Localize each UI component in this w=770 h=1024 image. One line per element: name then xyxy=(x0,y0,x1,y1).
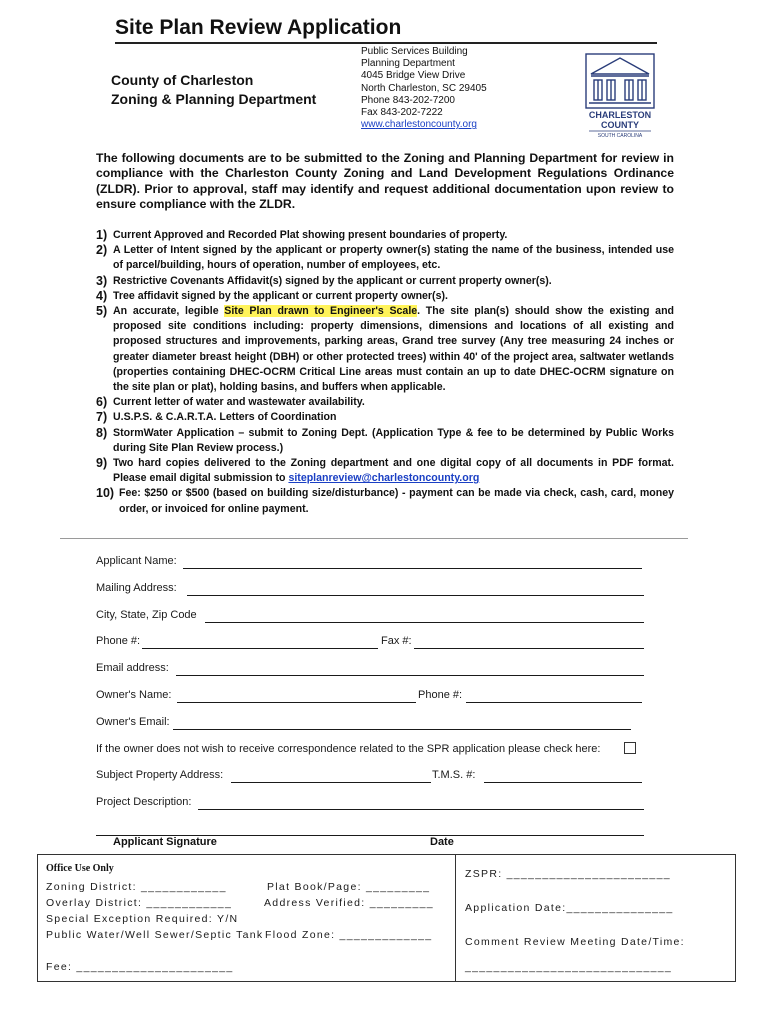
overlay-district: Overlay District: ____________ xyxy=(46,897,233,909)
list-item: 4) Tree affidavit signed by the applicant or current property owner(s). xyxy=(96,288,448,303)
list-item: 7) U.S.P.S. & C.A.R.T.A. Letters of Coordination xyxy=(96,410,337,425)
public-water: Public Water/Well Sewer/Septic Tank xyxy=(46,929,264,941)
logo-text: SOUTH CAROLINA xyxy=(597,133,643,138)
tms-label: T.M.S. #: xyxy=(432,769,476,781)
comment-review: Comment Review Meeting Date/Time: xyxy=(465,936,685,948)
plat-book: Plat Book/Page: _________ xyxy=(267,881,431,893)
flood-zone: Flood Zone: _____________ xyxy=(265,929,433,941)
phone-line: Phone 843-202-7200 xyxy=(361,94,455,106)
applicant-name-label: Applicant Name: xyxy=(96,555,177,567)
owner-phone-field[interactable] xyxy=(466,702,642,703)
list-item: 2) A Letter of Intent signed by the applicant or property owner(s) stating the name of the business, intended use of parcel/building, hours of operation, number of employees, etc. xyxy=(96,243,674,272)
email-label: Email address: xyxy=(96,662,169,674)
highlighted-text: Site Plan drawn to Engineer's Scale xyxy=(224,305,418,318)
list-item: 6) Current letter of water and wastewater availability. xyxy=(96,395,365,410)
address-line: North Charleston, SC 29405 xyxy=(361,82,487,94)
county-name: County of Charleston xyxy=(111,72,254,88)
no-correspondence-checkbox[interactable] xyxy=(624,742,636,754)
project-description-label: Project Description: xyxy=(96,796,192,808)
email-field[interactable] xyxy=(176,675,644,676)
phone-label: Phone #: xyxy=(96,635,141,647)
owners-name-field[interactable] xyxy=(177,702,416,703)
owner-phone-label: Phone #: xyxy=(418,689,463,701)
application-date: Application Date:_______________ xyxy=(465,902,674,914)
form-title: Site Plan Review Application xyxy=(115,16,657,44)
office-use-divider xyxy=(455,855,456,981)
date-label: Date xyxy=(430,836,454,848)
subject-property-field[interactable] xyxy=(231,782,431,783)
address-line: Public Services Building xyxy=(361,46,468,57)
fax-field[interactable] xyxy=(414,648,644,649)
charleston-county-logo-icon xyxy=(583,52,657,138)
office-use-title: Office Use Only xyxy=(46,863,114,874)
fax-label: Fax #: xyxy=(381,635,412,647)
intro-paragraph: The following documents are to be submitted to the Zoning and Planning Department for review in compliance with the Charleston County Zoning and Land Development Regulations Ordinance (ZLDR). Prior to approval, staff may identify and request additional documentation upon review to ensure compliance with the ZLDR. xyxy=(96,151,674,212)
mailing-address-field[interactable] xyxy=(187,595,644,596)
address-line: 4045 Bridge View Drive xyxy=(361,70,466,82)
logo-text: CHARLESTON xyxy=(588,110,652,120)
office-use-box xyxy=(37,854,736,982)
mailing-address-label: Mailing Address: xyxy=(96,582,177,594)
zoning-district: Zoning District: ____________ xyxy=(46,881,227,893)
subject-property-label: Subject Property Address: xyxy=(96,769,224,781)
city-state-zip-field[interactable] xyxy=(205,622,644,623)
list-item: 9) Two hard copies delivered to the Zoning department and one digital copy of all documents in PDF format. Please email digital submission to siteplanreview@charlestoncounty.org xyxy=(96,456,674,485)
owners-email-label: Owner's Email: xyxy=(96,716,170,728)
office-fee: Fee: ______________________ xyxy=(46,961,234,973)
office-address-block xyxy=(361,46,561,131)
logo-text: COUNTY xyxy=(601,120,639,130)
applicant-signature-label: Applicant Signature xyxy=(113,836,217,848)
section-divider xyxy=(60,538,688,539)
owners-name-label: Owner's Name: xyxy=(96,689,172,701)
project-description-field[interactable] xyxy=(198,809,644,810)
owners-email-field[interactable] xyxy=(173,729,631,730)
no-correspondence-label: If the owner does not wish to receive correspondence related to the SPR application please check here: xyxy=(96,743,601,755)
website-link[interactable]: www.charlestoncounty.org xyxy=(361,119,477,131)
list-item: 1) Current Approved and Recorded Plat showing present boundaries of property. xyxy=(96,228,508,242)
city-state-zip-label: City, State, Zip Code xyxy=(96,609,197,621)
tms-field[interactable] xyxy=(484,782,642,783)
county-department-block xyxy=(111,71,351,109)
fax-line: Fax 843-202-7222 xyxy=(361,107,443,119)
list-item: 8) StormWater Application – submit to Zoning Dept. (Application Type & fee to be determined by Public Works during Site Plan Review process.) xyxy=(96,425,674,454)
list-item: 10) Fee: $250 or $500 (based on building size/disturbance) - payment can be made via check, cash, card, money order, or invoiced for online payment. xyxy=(96,486,674,515)
phone-field[interactable] xyxy=(142,648,378,649)
list-item: 5) An accurate, legible Site Plan drawn to Engineer's Scale. The site plan(s) should show the existing and proposed site conditions including: property dimensions, dimensions and locations of all existing and proposed structures and improvements, parking areas, Grand tree survey (Any tree measuring 24 inches or greater diameter breast height (DBH) or other protected trees) within 40' of the project area, saltwater wetlands (properties containing DHEC-OCRM Critical Line areas must contain an up to date DHEC-OCRM signature on the site plan or plat), holding basins, and buffers when applicable. xyxy=(96,304,675,394)
applicant-name-field[interactable] xyxy=(183,568,642,569)
requirements-list xyxy=(96,228,674,517)
submission-email-link[interactable]: siteplanreview@charlestoncounty.org xyxy=(288,472,480,485)
list-item: 3) Restrictive Covenants Affidavit(s) signed by the applicant or current property owner(s). xyxy=(96,273,552,288)
address-line: Planning Department xyxy=(361,58,455,70)
special-exception: Special Exception Required: Y/N xyxy=(46,913,239,925)
zspr: ZSPR: _______________________ xyxy=(465,868,671,880)
address-verified: Address Verified: _________ xyxy=(264,897,434,909)
department-name: Zoning & Planning Department xyxy=(111,91,317,107)
comment-review-line: _____________________________ xyxy=(465,961,673,973)
